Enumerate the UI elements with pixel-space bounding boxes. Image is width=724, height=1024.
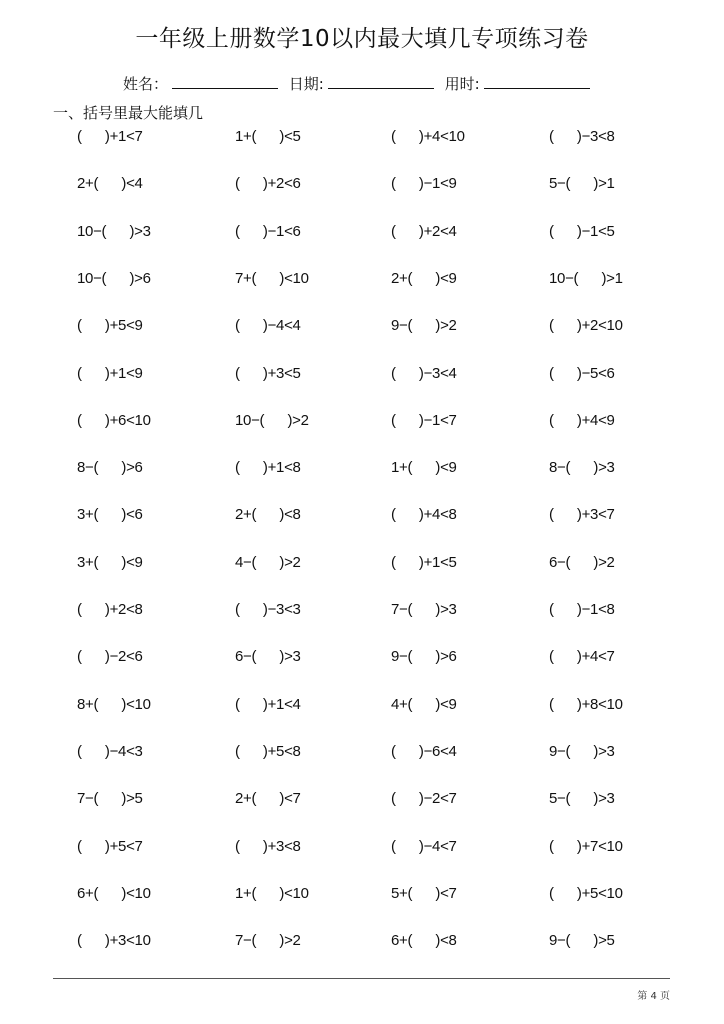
- problem-row: [77, 365, 717, 385]
- problem-item[interactable]: 7−( )>2: [235, 932, 301, 949]
- problem-item[interactable]: ( )−1<8: [549, 601, 615, 618]
- problem-item[interactable]: ( )−1<9: [391, 175, 457, 192]
- problem-item[interactable]: 9−( )>2: [391, 317, 457, 334]
- problem-item[interactable]: 1+( )<9: [391, 459, 457, 476]
- problem-row: [77, 317, 717, 337]
- problem-row: [77, 838, 717, 858]
- problem-item[interactable]: 9−( )>5: [549, 932, 615, 949]
- problem-item[interactable]: ( )+4<9: [549, 412, 615, 429]
- problem-row: [77, 601, 717, 621]
- problem-item[interactable]: ( )+4<8: [391, 506, 457, 523]
- problem-row: [77, 554, 717, 574]
- problem-item[interactable]: 2+( )<4: [77, 175, 143, 192]
- problem-item[interactable]: ( )+3<5: [235, 365, 301, 382]
- problem-row: [77, 743, 717, 763]
- problem-item[interactable]: ( )+1<8: [235, 459, 301, 476]
- problem-item[interactable]: 5+( )<7: [391, 885, 457, 902]
- problem-item[interactable]: ( )−3<8: [549, 128, 615, 145]
- problem-item[interactable]: 2+( )<8: [235, 506, 301, 523]
- problem-item[interactable]: 6+( )<10: [77, 885, 151, 902]
- problem-item[interactable]: ( )+5<9: [77, 317, 143, 334]
- problem-item[interactable]: ( )−4<7: [391, 838, 457, 855]
- problem-row: [77, 412, 717, 432]
- problem-item[interactable]: 1+( )<10: [235, 885, 309, 902]
- problem-item[interactable]: ( )+2<6: [235, 175, 301, 192]
- problem-item[interactable]: 4+( )<9: [391, 696, 457, 713]
- problem-item[interactable]: 10−( )>1: [549, 270, 623, 287]
- problem-item[interactable]: ( )+6<10: [77, 412, 151, 429]
- problem-item[interactable]: 6+( )<8: [391, 932, 457, 949]
- problem-item[interactable]: ( )−1<5: [549, 223, 615, 240]
- problem-item[interactable]: 4−( )>2: [235, 554, 301, 571]
- problem-item[interactable]: ( )+1<7: [77, 128, 143, 145]
- problem-item[interactable]: ( )−1<6: [235, 223, 301, 240]
- problem-item[interactable]: ( )−1<7: [391, 412, 457, 429]
- problem-item[interactable]: 8−( )>6: [77, 459, 143, 476]
- problem-row: [77, 648, 717, 668]
- problem-item[interactable]: 6−( )>3: [235, 648, 301, 665]
- problem-item[interactable]: 1+( )<5: [235, 128, 301, 145]
- problem-item[interactable]: 3+( )<6: [77, 506, 143, 523]
- problem-item[interactable]: ( )+2<4: [391, 223, 457, 240]
- problem-item[interactable]: ( )−2<6: [77, 648, 143, 665]
- problem-row: [77, 696, 717, 716]
- name-label: 姓名：: [123, 75, 169, 93]
- problem-row: [77, 885, 717, 905]
- problem-item[interactable]: ( )−4<4: [235, 317, 301, 334]
- problem-item[interactable]: 3+( )<9: [77, 554, 143, 571]
- problem-item[interactable]: ( )+8<10: [549, 696, 623, 713]
- time-label: 用时:: [444, 75, 480, 93]
- problem-item[interactable]: 2+( )<7: [235, 790, 301, 807]
- problem-row: [77, 270, 717, 290]
- problem-item[interactable]: ( )−3<4: [391, 365, 457, 382]
- student-info-line: [123, 73, 596, 94]
- problem-item[interactable]: ( )+5<7: [77, 838, 143, 855]
- date-blank-field[interactable]: [328, 74, 434, 89]
- problem-item[interactable]: ( )+5<10: [549, 885, 623, 902]
- problem-item[interactable]: 5−( )>3: [549, 790, 615, 807]
- problem-item[interactable]: ( )+5<8: [235, 743, 301, 760]
- problem-item[interactable]: 9−( )>3: [549, 743, 615, 760]
- problem-item[interactable]: ( )+3<8: [235, 838, 301, 855]
- problem-row: [77, 223, 717, 243]
- problem-row: [77, 128, 717, 148]
- problem-item[interactable]: ( )−3<3: [235, 601, 301, 618]
- name-blank-field[interactable]: [172, 74, 278, 89]
- problem-item[interactable]: ( )+4<10: [391, 128, 465, 145]
- problem-row: [77, 175, 717, 195]
- problem-item[interactable]: ( )+4<7: [549, 648, 615, 665]
- time-blank-field[interactable]: [484, 74, 590, 89]
- problem-item[interactable]: ( )−4<3: [77, 743, 143, 760]
- problem-row: [77, 932, 717, 952]
- problem-item[interactable]: ( )+7<10: [549, 838, 623, 855]
- problem-item[interactable]: ( )+1<9: [77, 365, 143, 382]
- problem-item[interactable]: ( )−2<7: [391, 790, 457, 807]
- problem-item[interactable]: 6−( )>2: [549, 554, 615, 571]
- problem-item[interactable]: 7−( )>5: [77, 790, 143, 807]
- problem-item[interactable]: 9−( )>6: [391, 648, 457, 665]
- footer-divider: [53, 978, 670, 979]
- problem-item[interactable]: ( )+3<7: [549, 506, 615, 523]
- problem-row: [77, 506, 717, 526]
- problem-item[interactable]: 10−( )>6: [77, 270, 151, 287]
- problem-item[interactable]: ( )+2<10: [549, 317, 623, 334]
- date-label: 日期:: [288, 75, 324, 93]
- problem-row: [77, 459, 717, 479]
- problem-item[interactable]: 8+( )<10: [77, 696, 151, 713]
- problem-item[interactable]: 2+( )<9: [391, 270, 457, 287]
- problem-item[interactable]: ( )+1<4: [235, 696, 301, 713]
- problem-item[interactable]: ( )+1<5: [391, 554, 457, 571]
- problem-item[interactable]: 7+( )<10: [235, 270, 309, 287]
- problem-item[interactable]: ( )+3<10: [77, 932, 151, 949]
- worksheet-title: 一年级上册数学10以内最大填几专项练习卷: [135, 26, 589, 52]
- problem-item[interactable]: 10−( )>3: [77, 223, 151, 240]
- problem-item[interactable]: 5−( )>1: [549, 175, 615, 192]
- section-heading: 一、括号里最大能填几: [53, 104, 204, 122]
- problem-item[interactable]: ( )−5<6: [549, 365, 615, 382]
- page-number: 第 4 页: [637, 991, 670, 1002]
- problem-item[interactable]: ( )+2<8: [77, 601, 143, 618]
- problem-item[interactable]: 7−( )>3: [391, 601, 457, 618]
- problem-item[interactable]: 10−( )>2: [235, 412, 309, 429]
- problem-row: [77, 790, 717, 810]
- problem-item[interactable]: 8−( )>3: [549, 459, 615, 476]
- problem-item[interactable]: ( )−6<4: [391, 743, 457, 760]
